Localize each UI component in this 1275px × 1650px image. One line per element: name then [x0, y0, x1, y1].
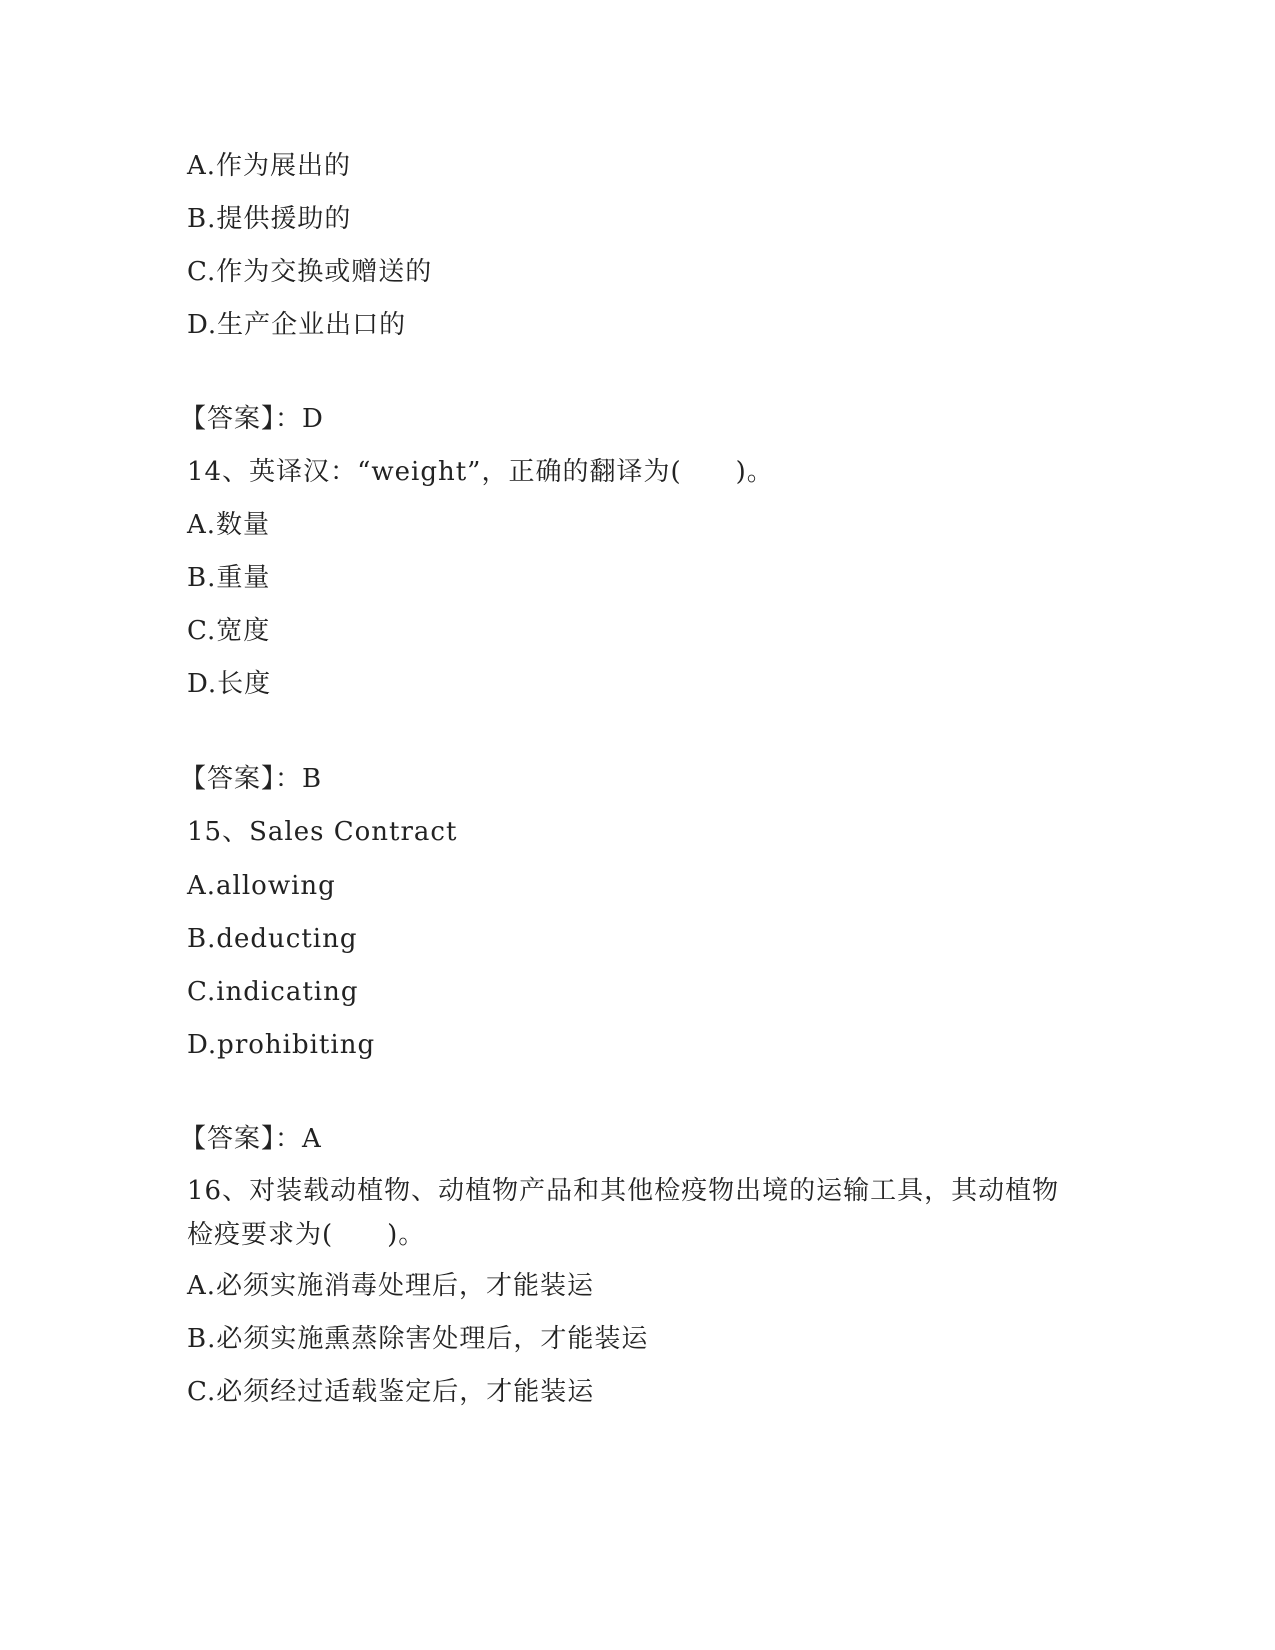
q15-option-b: B.deducting: [187, 924, 358, 954]
q15-option-d: D.prohibiting: [187, 1030, 376, 1060]
q16-option-b: B.必须实施熏蒸除害处理后，才能装运: [187, 1324, 649, 1354]
q14-option-c: C.宽度: [187, 616, 271, 646]
q13-option-b: B.提供援助的: [187, 204, 352, 234]
q13-answer: 【答案】：D: [180, 404, 324, 434]
q15-answer: 【答案】：A: [180, 1124, 322, 1154]
q14-option-a: A.数量: [187, 510, 271, 540]
q15-stem: 15、Sales Contract: [187, 817, 458, 847]
q13-option-d: D.生产企业出口的: [187, 310, 407, 340]
q13-option-c: C.作为交换或赠送的: [187, 257, 433, 287]
q13-option-a: A.作为展出的: [187, 151, 352, 181]
q16-option-a: A.必须实施消毒处理后，才能装运: [187, 1271, 595, 1301]
q15-option-a: A.allowing: [187, 871, 336, 901]
q16-option-c: C.必须经过适载鉴定后，才能装运: [187, 1377, 595, 1407]
q14-answer: 【答案】：B: [180, 764, 323, 794]
q15-option-c: C.indicating: [187, 977, 359, 1007]
q14-stem: 14、英译汉：“weight”，正确的翻译为( )。: [187, 457, 774, 487]
q16-stem: 16、对装载动植物、动植物产品和其他检疫物出境的运输工具，其动植物检疫要求为( )。: [187, 1176, 1060, 1250]
q14-option-d: D.长度: [187, 669, 272, 699]
q14-option-b: B.重量: [187, 563, 271, 593]
